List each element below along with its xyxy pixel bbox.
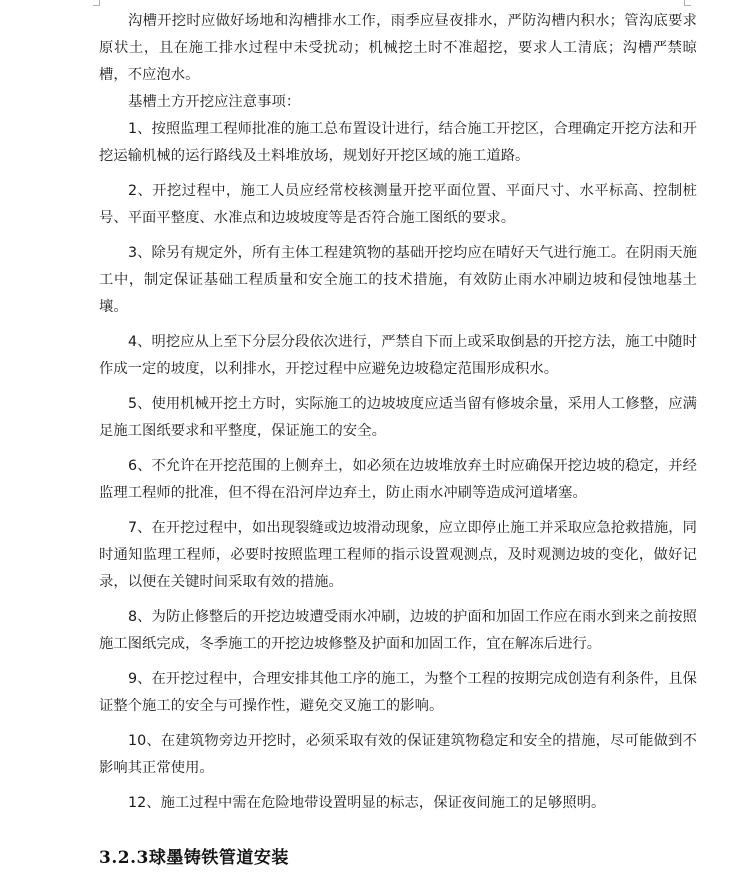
document-body — [99, 8, 697, 817]
paragraph-item-10: 10、在建筑物旁边开挖时，必须采取有效的保证建筑物稳定和安全的措施，尽可能做到不影响其正常使用。 — [99, 733, 697, 776]
paragraph-item-9: 9、在开挖过程中，合理安排其他工序的施工，为整个工程的按期完成创造有利条件，且保证整个施工的安全与可操作性，避免交叉施工的影响。 — [99, 671, 697, 714]
paragraph-item-6: 6、不允许在开挖范围的上侧弃土，如必须在边坡堆放弃土时应确保开挖边坡的稳定，并经监理工程师的批准，但不得在沿河岸边弃土，防止雨水冲刷等造成河道堵塞。 — [99, 458, 697, 501]
paragraph-item-8: 8、为防止修整后的开挖边坡遭受雨水冲刷，边坡的护面和加固工作应在雨水到来之前按照施工图纸完成，冬季施工的开挖边坡修整及护面和加固工作，宜在解冻后进行。 — [99, 609, 697, 652]
paragraph-item-2: 2、开挖过程中，施工人员应经常校核测量开挖平面位置、平面尺寸、水平标高、控制桩号、平面平整度、水准点和边坡坡度等是否符合施工图纸的要求。 — [99, 183, 697, 226]
paragraph-item-12: 12、施工过程中需在危险地带设置明显的标志，保证夜间施工的足够照明。 — [128, 795, 606, 811]
paragraph-item-4: 4、明挖应从上至下分层分段依次进行，严禁自下而上或采取倒悬的开挖方法，施工中随时作成一定的坡度，以利排水，开挖过程中应避免边坡稳定范围形成积水。 — [99, 334, 697, 377]
margin-mark-left — [99, 0, 100, 6]
paragraph-notes-title: 基槽土方开挖应注意事项： — [128, 94, 301, 110]
paragraph-item-3: 3、除另有规定外，所有主体工程建筑物的基础开挖均应在晴好天气进行施工。在阴雨天施工中，制定保证基础工程质量和安全施工的技术措施，有效防止雨水冲刷边坡和侵蚀地基土壤。 — [99, 245, 697, 315]
section-heading: 3.2.3球墨铸铁管道安装 — [99, 848, 289, 868]
paragraph-item-5: 5、使用机械开挖土方时，实际施工的边坡坡度应适当留有修坡余量，采用人工修整，应满足施工图纸要求和平整度，保证施工的安全。 — [99, 396, 697, 439]
paragraph-trench-drainage: 沟槽开挖时应做好场地和沟槽排水工作，雨季应昼夜排水，严防沟槽内积水；管沟底要求原状土，且在施工排水过程中未受扰动；机械挖土时不准超挖，要求人工清底；沟槽严禁晾槽，不应泡水。 — [99, 13, 697, 83]
paragraph-item-7: 7、在开挖过程中，如出现裂缝或边坡滑动现象，应立即停止施工并采取应急抢救措施，同时通知监理工程师，必要时按照监理工程师的指示设置观测点，及时观测边坡的变化，做好记录，以便在关键时间采取有效的措施。 — [99, 520, 697, 590]
margin-mark-right-h — [685, 5, 691, 6]
paragraph-item-1: 1、按照监理工程师批准的施工总布置设计进行，结合施工开挖区，合理确定开挖方法和开挖运输机械的运行路线及土料堆放场，规划好开挖区域的施工道路。 — [99, 121, 697, 164]
margin-mark-left-h — [93, 5, 99, 6]
